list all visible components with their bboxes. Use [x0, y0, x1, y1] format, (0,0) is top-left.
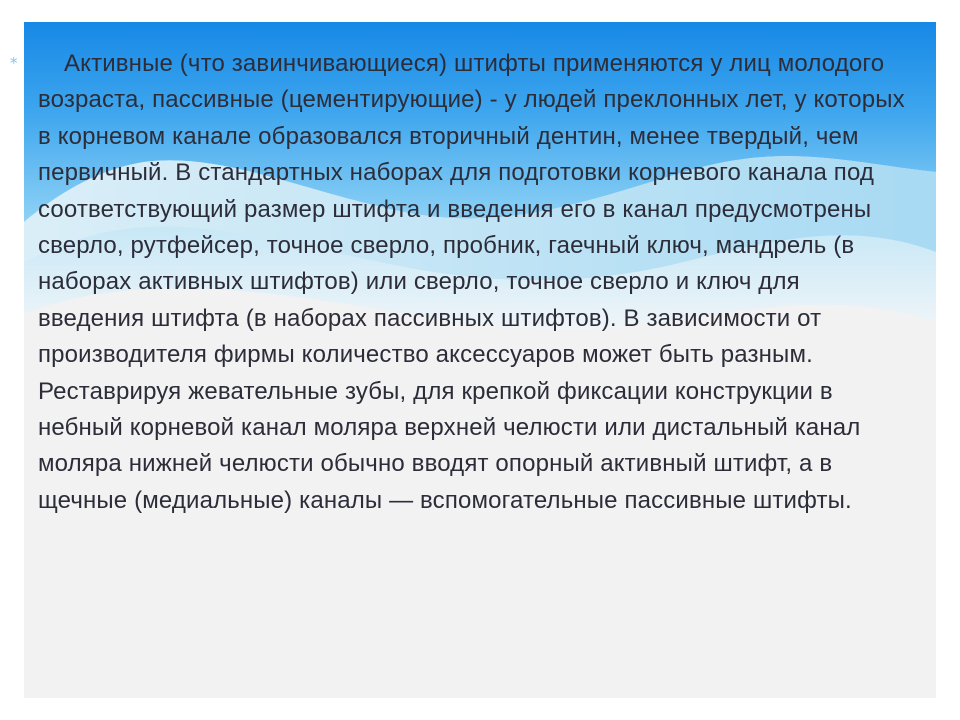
bullet-asterisk-icon: *	[10, 54, 18, 72]
slide-body-text: Активные (что завинчивающиеся) штифты применяются у лиц молодого возраста, пассивные (цементирующие) - у людей преклонных лет, у которых в корневом канале образовался вторичный дентин, менее твердый, чем первичный. В стандартных наборах для подготовки корневого канала под соответствующий размер штифта и введения его в канал предусмотрены сверло, рутфейсер, точное сверло, пробник, гаечный ключ, мандрель (в наборах активных штифтов) или сверло, точное сверло и ключ для введения штифта (в наборах пассивных штифтов). В зависимости от производителя фирмы количество аксессуаров может быть разным. Реставрируя жевательные зубы, для крепкой фиксации конструкции в небный корневой канал моляра верхней челюсти или дистальный канал моляра нижней челюсти обычно вводят опорный активный штифт, а в щечные (медиальные) каналы — вспомогательные пассивные штифты.	[38, 50, 905, 514]
